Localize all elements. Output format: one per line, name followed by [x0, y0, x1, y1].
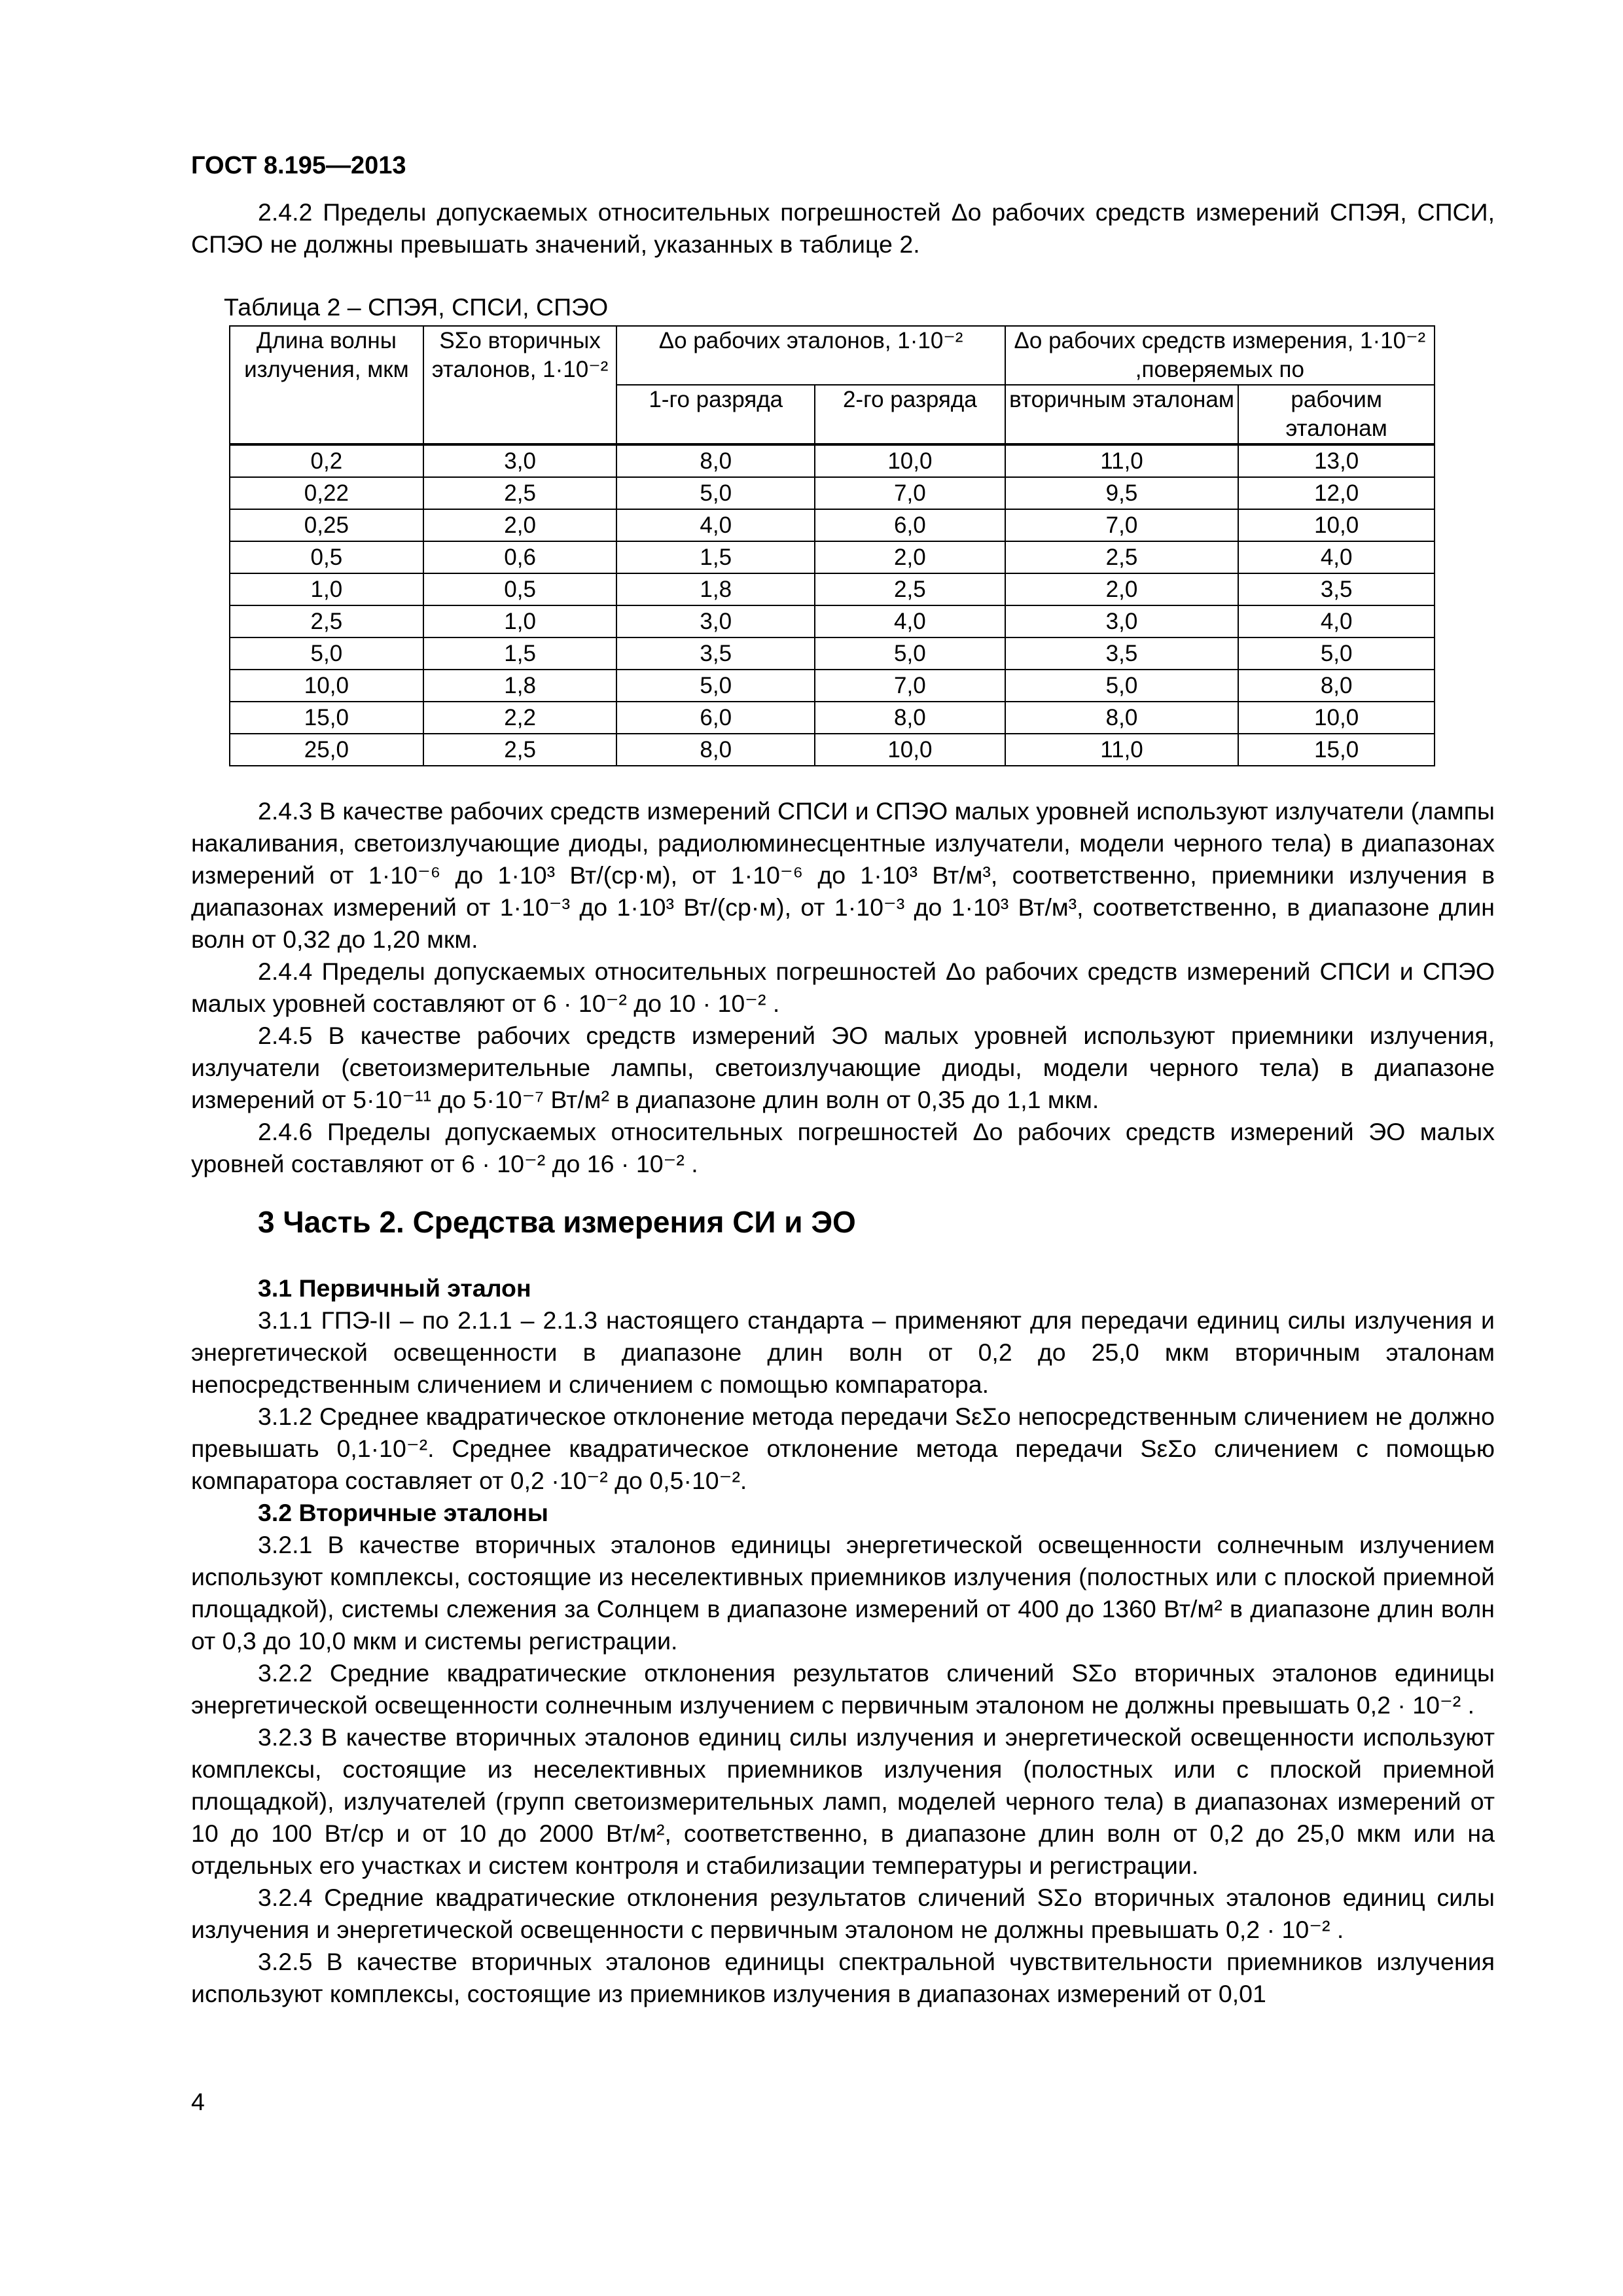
- table-cell: 15,0: [1238, 734, 1435, 766]
- table-cell: 2,0: [815, 541, 1005, 573]
- paragraph-block-2-4-2: [191, 196, 1495, 260]
- table-cell: 3,0: [423, 444, 617, 477]
- head-wavelength: Длина волны излучения, мкм: [230, 326, 423, 444]
- table-cell: 4,0: [815, 605, 1005, 637]
- table-cell: 5,0: [616, 670, 815, 702]
- table-row: [230, 541, 1435, 573]
- table-cell: 7,0: [815, 670, 1005, 702]
- page-number: 4: [191, 2088, 205, 2115]
- table-cell: 4,0: [1238, 541, 1435, 573]
- head-working-standards: Δo рабочих эталонов, 1·10⁻²: [616, 326, 1005, 385]
- table-cell: 2,5: [230, 605, 423, 637]
- paragraph-block-3: [191, 1272, 1495, 2010]
- document-header: ГОСТ 8.195—2013: [191, 152, 406, 179]
- paragraph-3-2-4: 3.2.4 Средние квадратические отклонения результатов сличений SΣo вторичных эталонов единиц силы излучения и энергетической освещенности с первичным эталоном не должны превышать 0,2 · 10⁻² .: [191, 1884, 1495, 1943]
- table-cell: 10,0: [815, 734, 1005, 766]
- table-cell: 2,5: [423, 734, 617, 766]
- table-cell: 3,5: [1238, 573, 1435, 605]
- table-cell: 2,0: [423, 509, 617, 541]
- table-cell: 6,0: [815, 509, 1005, 541]
- table-cell: 13,0: [1238, 444, 1435, 477]
- paragraph-2-4-5: 2.4.5 В качестве рабочих средств измерений ЭО малых уровней используют приемники излучения, излучатели (светоизмерительные лампы, светоизлучающие диоды, модели черного тела) в диапазоне измерений от 5·10⁻¹¹ до 5·10⁻⁷ Вт/м² в диапазоне длин волн от 0,35 до 1,1 мкм.: [191, 1022, 1495, 1113]
- paragraph-3-2-3: 3.2.3 В качестве вторичных эталонов единиц силы излучения и энергетической освещенности используют комплексы, состоящие из неселективных приемников излучения (полостных или с плоской приемной площадкой), излучателей (групп светоизмерительных ламп, моделей черного тела) в диапазонах измерений от 10 до 100 Вт/ср и от 10 до 2000 Вт/м², соответственно, в диапазоне длин волн от 0,2 до 25,0 мкм или на отдельных его участках и систем контроля и стабилизации температуры и регистрации.: [191, 1723, 1495, 1879]
- table-cell: 8,0: [616, 444, 815, 477]
- table-cell: 10,0: [1238, 509, 1435, 541]
- table-row: [230, 605, 1435, 637]
- table-cell: 4,0: [616, 509, 815, 541]
- table-cell: 15,0: [230, 702, 423, 734]
- table-cell: 0,5: [423, 573, 617, 605]
- head-2nd-grade: 2-го разряда: [815, 385, 1005, 444]
- table-row: [230, 670, 1435, 702]
- table-head-row-1: [230, 326, 1435, 385]
- table-cell: 1,8: [423, 670, 617, 702]
- table-cell: 11,0: [1005, 444, 1239, 477]
- paragraph-3-1-1: 3.1.1 ГПЭ-II – по 2.1.1 – 2.1.3 настоящего стандарта – применяют для передачи единиц силы излучения и энергетической освещенности в диапазоне длин волн от 0,2 до 25,0 мкм вторичным эталонам непосредственным сличением и сличением с помощью компаратора.: [191, 1306, 1495, 1398]
- paragraph-3-2-2: 3.2.2 Средние квадратические отклонения результатов сличений SΣo вторичных эталонов единицы энергетической освещенности солнечным излучением с первичным эталоном не должны превышать 0,2 · 10⁻² .: [191, 1659, 1495, 1719]
- table-cell: 3,0: [616, 605, 815, 637]
- table-cell: 8,0: [1005, 702, 1239, 734]
- table-row: [230, 637, 1435, 670]
- head-working-instruments: Δo рабочих средств измерения, 1·10⁻² ,поверяемых по: [1005, 326, 1435, 385]
- table-cell: 7,0: [1005, 509, 1239, 541]
- table-cell: 5,0: [1238, 637, 1435, 670]
- paragraph-2-4-3: 2.4.3 В качестве рабочих средств измерений СПСИ и СПЭО малых уровней используют излучатели (лампы накаливания, светоизлучающие диоды, радиолюминесцентные излучатели, модели черного тела) в диапазонах измерений от 1·10⁻⁶ до 1·10³ Вт/(ср·м), от 1·10⁻⁶ до 1·10³ Вт/м³, соответственно, приемники излучения в диапазонах измерений от 1·10⁻³ до 1·10³ Вт/(ср·м), от 1·10⁻³ до 1·10³ Вт/м³, соответственно, в диапазоне длин волн от 0,32 до 1,20 мкм.: [191, 797, 1495, 953]
- paragraph-3-2-1: 3.2.1 В качестве вторичных эталонов единицы энергетической освещенности солнечным излучением используют комплексы, состоящие из неселективных приемников излучения (полостных или с плоской приемной площадкой), системы слежения за Солнцем в диапазоне измерений от 400 до 1360 Вт/м² в диапазоне длин волн от 0,3 до 10,0 мкм и системы регистрации.: [191, 1531, 1495, 1655]
- table-cell: 0,25: [230, 509, 423, 541]
- section-title: 3 Часть 2. Средства измерения СИ и ЭО: [258, 1205, 856, 1239]
- table-cell: 0,6: [423, 541, 617, 573]
- table-row: [230, 444, 1435, 477]
- head-by-secondary: вторичным эталонам: [1005, 385, 1239, 444]
- table-cell: 10,0: [1238, 702, 1435, 734]
- table-cell: 4,0: [1238, 605, 1435, 637]
- table-cell: 8,0: [815, 702, 1005, 734]
- subsection-3-1: 3.1 Первичный эталон: [258, 1274, 531, 1302]
- head-1st-grade: 1-го разряда: [616, 385, 815, 444]
- table-row: [230, 477, 1435, 509]
- table-cell: 8,0: [1238, 670, 1435, 702]
- table-cell: 2,5: [815, 573, 1005, 605]
- paragraph-block-2-4: [191, 795, 1495, 1180]
- table-cell: 9,5: [1005, 477, 1239, 509]
- head-by-working: рабочим эталонам: [1238, 385, 1435, 444]
- table-cell: 1,0: [230, 573, 423, 605]
- table-cell: 11,0: [1005, 734, 1239, 766]
- table-cell: 5,0: [815, 637, 1005, 670]
- table-cell: 2,2: [423, 702, 617, 734]
- table-cell: 10,0: [230, 670, 423, 702]
- table-row: [230, 509, 1435, 541]
- table-cell: 0,5: [230, 541, 423, 573]
- table-row: [230, 702, 1435, 734]
- table-row: [230, 573, 1435, 605]
- head-secondary-std: SΣo вторичных эталонов, 1·10⁻²: [423, 326, 617, 444]
- table-cell: 5,0: [230, 637, 423, 670]
- table-row: [230, 734, 1435, 766]
- paragraph-2-4-6: 2.4.6 Пределы допускаемых относительных погрешностей Δo рабочих средств измерений ЭО малых уровней составляют от 6 · 10⁻² до 16 · 10⁻² .: [191, 1118, 1495, 1177]
- table-cell: 0,2: [230, 444, 423, 477]
- table-cell: 1,5: [423, 637, 617, 670]
- table-cell: 5,0: [616, 477, 815, 509]
- paragraph-2-4-2: 2.4.2 Пределы допускаемых относительных погрешностей Δo рабочих средств измерений СПЭЯ, СПСИ, СПЭО не должны превышать значений, указанных в таблице 2.: [191, 198, 1495, 258]
- table-caption: Таблица 2 – СПЭЯ, СПСИ, СПЭО: [224, 293, 609, 321]
- table-cell: 3,5: [616, 637, 815, 670]
- table-cell: 5,0: [1005, 670, 1239, 702]
- paragraph-3-2-5: 3.2.5 В качестве вторичных эталонов единицы спектральной чувствительности приемников излучения используют комплексы, состоящие из приемников излучения в диапазонах измерений от 0,01: [191, 1948, 1495, 2007]
- table-cell: 12,0: [1238, 477, 1435, 509]
- table-cell: 1,5: [616, 541, 815, 573]
- table-cell: 0,22: [230, 477, 423, 509]
- table-body: [230, 444, 1435, 766]
- table-2: [229, 325, 1435, 766]
- table-cell: 8,0: [616, 734, 815, 766]
- subsection-3-2: 3.2 Вторичные эталоны: [258, 1499, 548, 1526]
- table-cell: 10,0: [815, 444, 1005, 477]
- paragraph-3-1-2: 3.1.2 Среднее квадратическое отклонение метода передачи SεΣo непосредственным сличением не должно превышать 0,1·10⁻². Среднее квадратическое отклонение метода передачи SεΣo сличением с помощью компаратора составляет от 0,2 ·10⁻² до 0,5·10⁻².: [191, 1403, 1495, 1494]
- table-cell: 1,0: [423, 605, 617, 637]
- table-cell: 3,5: [1005, 637, 1239, 670]
- table-cell: 2,0: [1005, 573, 1239, 605]
- table-cell: 6,0: [616, 702, 815, 734]
- table-cell: 25,0: [230, 734, 423, 766]
- table-cell: 7,0: [815, 477, 1005, 509]
- table-cell: 2,5: [1005, 541, 1239, 573]
- table-cell: 3,0: [1005, 605, 1239, 637]
- paragraph-2-4-4: 2.4.4 Пределы допускаемых относительных погрешностей Δo рабочих средств измерений СПСИ и СПЭО малых уровней составляют от 6 · 10⁻² до 10 · 10⁻² .: [191, 958, 1495, 1017]
- table-cell: 1,8: [616, 573, 815, 605]
- table-cell: 2,5: [423, 477, 617, 509]
